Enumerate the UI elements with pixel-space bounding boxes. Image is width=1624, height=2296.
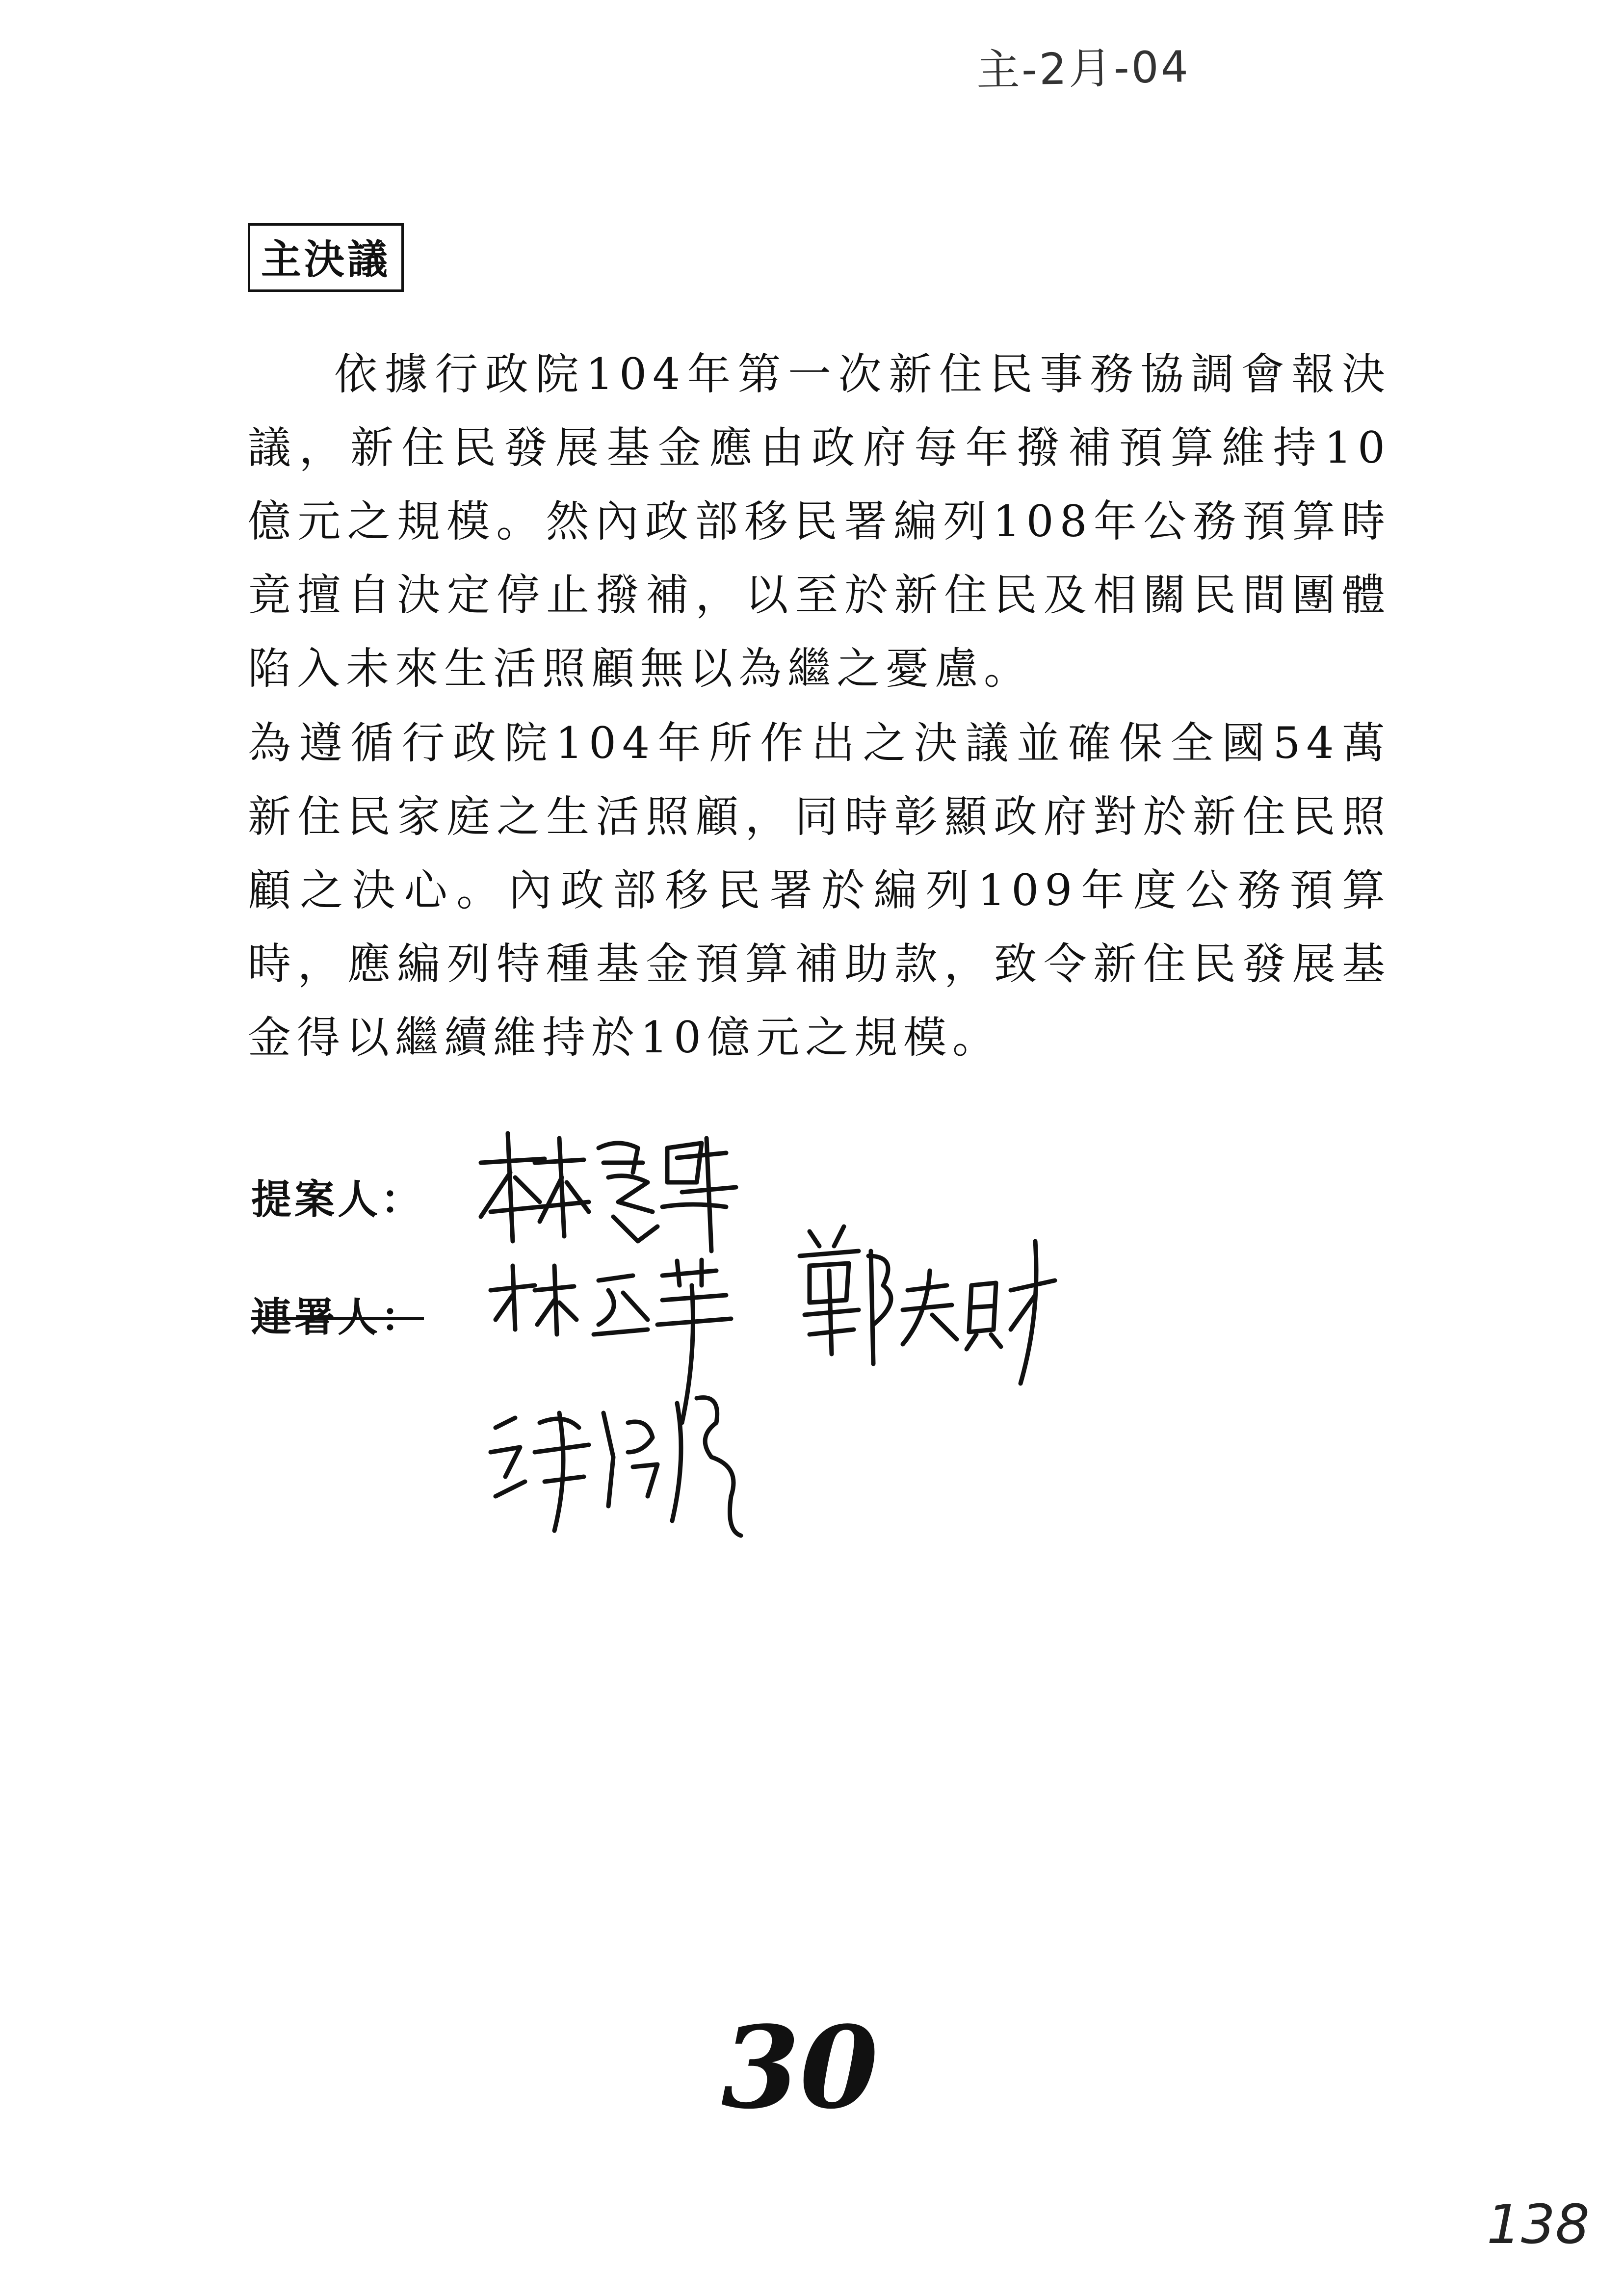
page-number: 30: [721, 2002, 879, 2134]
proposer-label: 提案人：: [251, 1176, 424, 1223]
handwritten-note: 主-2月-04: [976, 41, 1191, 96]
cosigner-signature-3: [486, 1383, 790, 1540]
paragraph-2: 為遵循行政院104年所作出之決議並確保全國54萬新住民家庭之生活照顧，同時彰顯政府對於新住民照顧之決心。內政部移民署於編列109年度公務預算時，應編列特種基金預算補助款，致令新住民發展基金得以繼續維持於10億元之規模。: [248, 718, 1391, 1063]
cosigner-signature-2: [790, 1217, 1065, 1393]
corner-page-number: 138: [1487, 2193, 1590, 2256]
paragraph-1: 依據行政院104年第一次新住民事務協調會報決議，新住民發展基金應由政府每年撥補預算維持10億元之規模。然內政部移民署編列108年公務預算時竟擅自決定停止撥補，以至於新住民及相關民間團體陷入未來生活照顧無以為繼之憂慮。: [248, 349, 1391, 694]
proposer-signature: [471, 1128, 746, 1256]
document-title: 主決議: [248, 223, 404, 292]
cosigner-label-text: 連署人：: [251, 1294, 424, 1341]
cosigner-label: [251, 1285, 424, 1343]
